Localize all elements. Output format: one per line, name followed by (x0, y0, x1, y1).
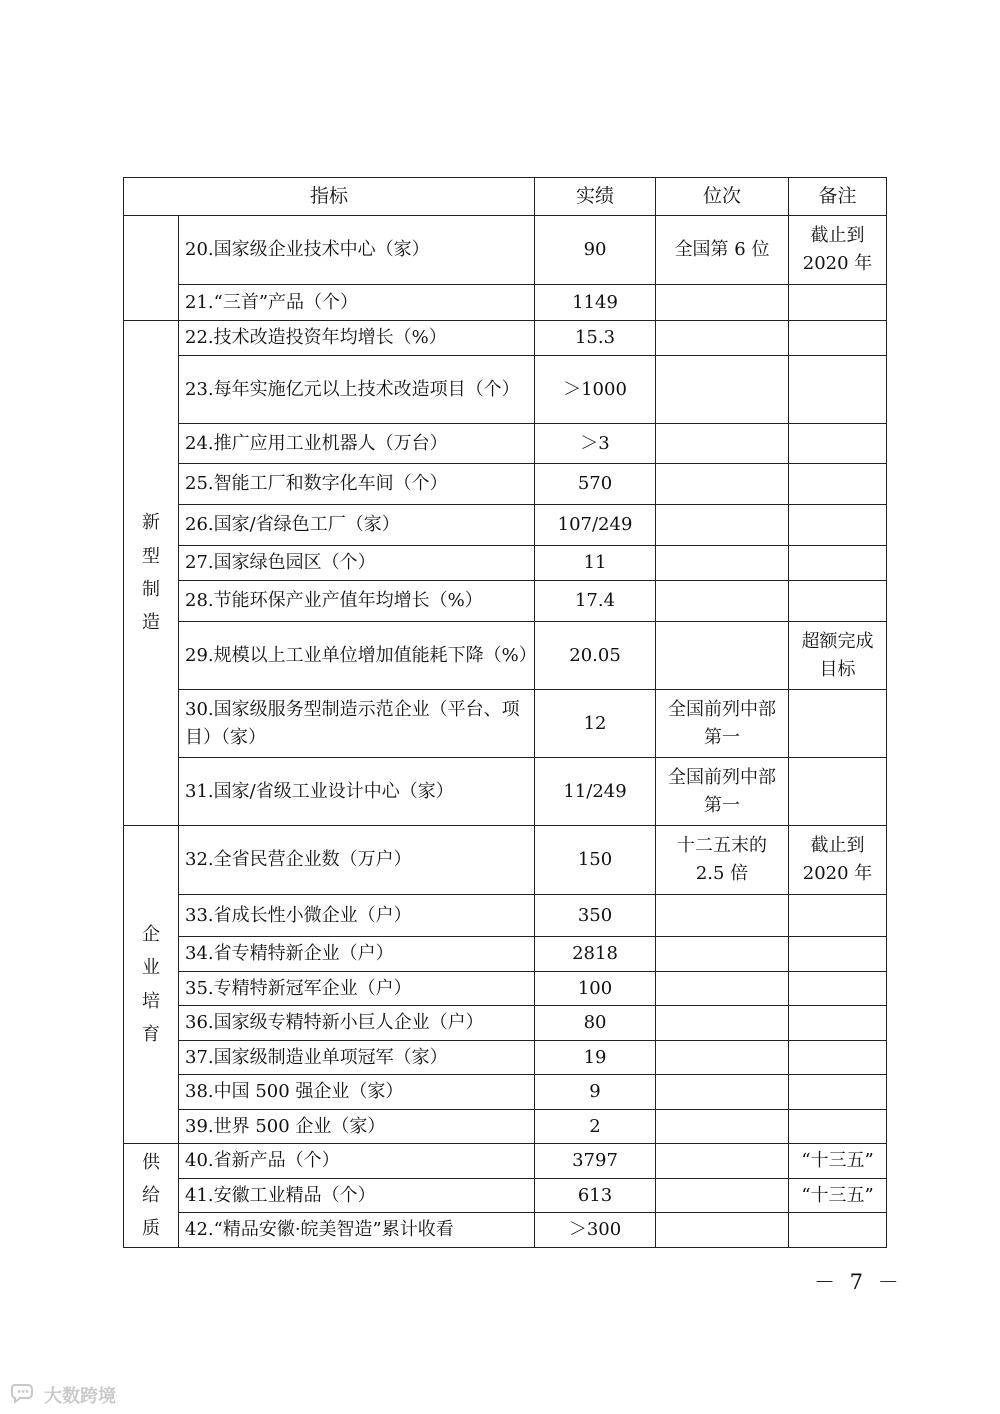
note-cell (789, 581, 887, 622)
table-row (124, 758, 887, 826)
table-row (124, 1110, 887, 1144)
note-cell (789, 972, 887, 1006)
value-cell: 350 (535, 895, 656, 937)
value-cell: 1149 (535, 285, 656, 321)
note-cell: 超额完成目标 (789, 622, 887, 690)
value-cell: 12 (535, 690, 656, 758)
indicator-cell: 32.全省民营企业数（万户） (179, 826, 535, 895)
note-cell (789, 690, 887, 758)
value-cell: 11 (535, 546, 656, 581)
indicator-cell: 33.省成长性小微企业（户） (179, 895, 535, 937)
table-row (124, 546, 887, 581)
note-cell: “十三五” (789, 1144, 887, 1179)
table-row (124, 622, 887, 690)
header-indicator: 指标 (124, 178, 535, 216)
indicator-cell: 39.世界 500 企业（家） (179, 1110, 535, 1144)
value-cell: 19 (535, 1041, 656, 1075)
indicator-cell: 28.节能环保产业产值年均增长（%） (179, 581, 535, 622)
rank-cell (656, 1179, 789, 1213)
rank-cell (656, 937, 789, 972)
value-cell: 20.05 (535, 622, 656, 690)
value-cell: 613 (535, 1179, 656, 1213)
rank-cell (656, 1144, 789, 1179)
indicator-cell: 22.技术改造投资年均增长（%） (179, 321, 535, 356)
rank-cell (656, 1041, 789, 1075)
table-row (124, 895, 887, 937)
header-row (124, 178, 887, 216)
rank-cell (656, 972, 789, 1006)
note-cell: 截止到2020 年 (789, 216, 887, 285)
note-cell (789, 464, 887, 505)
group-cell-1 (124, 216, 179, 321)
table-row (124, 826, 887, 895)
rank-cell (656, 1110, 789, 1144)
rank-cell (656, 546, 789, 581)
rank-cell (656, 464, 789, 505)
group-cell-enterprise-cultivation: 企业培育 (124, 826, 179, 1144)
indicator-cell: 42.“精品安徽·皖美智造”累计收看 (179, 1213, 535, 1248)
value-cell: 570 (535, 464, 656, 505)
indicator-cell: 34.省专精特新企业（户） (179, 937, 535, 972)
rank-cell (656, 622, 789, 690)
rank-cell: 全国前列中部第一 (656, 758, 789, 826)
table-row (124, 937, 887, 972)
table-row (124, 1006, 887, 1041)
note-cell (789, 895, 887, 937)
page-number: － 7 － (814, 1270, 903, 1294)
rank-cell (656, 895, 789, 937)
note-cell (789, 1213, 887, 1248)
indicator-cell: 35.专精特新冠军企业（户） (179, 972, 535, 1006)
indicator-cell: 31.国家/省级工业设计中心（家） (179, 758, 535, 826)
note-cell (789, 424, 887, 464)
watermark-text: 大数跨境 (44, 1385, 116, 1407)
header-value: 实绩 (535, 178, 656, 216)
rank-cell: 全国前列中部第一 (656, 690, 789, 758)
rank-cell: 十二五末的 2.5 倍 (656, 826, 789, 895)
table-row (124, 505, 887, 546)
value-cell: 150 (535, 826, 656, 895)
note-cell (789, 1041, 887, 1075)
rank-cell (656, 505, 789, 546)
indicator-cell: 36.国家级专精特新小巨人企业（户） (179, 1006, 535, 1041)
indicator-cell: 41.安徽工业精品（个） (179, 1179, 535, 1213)
chat-bubble-icon (10, 1381, 44, 1408)
value-cell: ＞3 (535, 424, 656, 464)
table-row (124, 1075, 887, 1110)
table-row (124, 1179, 887, 1213)
indicator-cell: 29.规模以上工业单位增加值能耗下降（%） (179, 622, 535, 690)
table-row (124, 581, 887, 622)
note-cell (789, 546, 887, 581)
value-cell: ＞300 (535, 1213, 656, 1248)
value-cell: ＞1000 (535, 356, 656, 424)
note-cell (789, 1110, 887, 1144)
table-row (124, 464, 887, 505)
group-cell-supply-quality: 供给质 (124, 1144, 179, 1248)
value-cell: 2 (535, 1110, 656, 1144)
rank-cell: 全国第 6 位 (656, 216, 789, 285)
note-cell (789, 356, 887, 424)
value-cell: 3797 (535, 1144, 656, 1179)
indicator-cell: 24.推广应用工业机器人（万台） (179, 424, 535, 464)
table-row (124, 690, 887, 758)
value-cell: 17.4 (535, 581, 656, 622)
note-cell: 截止到2020 年 (789, 826, 887, 895)
group-cell-new-manufacturing: 新型制造 (124, 321, 179, 826)
rank-cell (656, 1075, 789, 1110)
indicator-cell: 20.国家级企业技术中心（家） (179, 216, 535, 285)
rank-cell (656, 424, 789, 464)
table-row (124, 356, 887, 424)
table-row (124, 1041, 887, 1075)
rank-cell (656, 285, 789, 321)
rank-cell (656, 1213, 789, 1248)
note-cell (789, 1006, 887, 1041)
value-cell: 90 (535, 216, 656, 285)
indicator-cell: 37.国家级制造业单项冠军（家） (179, 1041, 535, 1075)
indicator-cell: 21.“三首”产品（个） (179, 285, 535, 321)
note-cell (789, 285, 887, 321)
indicator-cell: 25.智能工厂和数字化车间（个） (179, 464, 535, 505)
note-cell: “十三五” (789, 1179, 887, 1213)
value-cell: 15.3 (535, 321, 656, 356)
value-cell: 80 (535, 1006, 656, 1041)
watermark (10, 1381, 116, 1408)
indicator-cell: 30.国家级服务型制造示范企业（平台、项目）（家） (179, 690, 535, 758)
value-cell: 107/249 (535, 505, 656, 546)
note-cell (789, 321, 887, 356)
indicator-cell: 38.中国 500 强企业（家） (179, 1075, 535, 1110)
table-row (124, 285, 887, 321)
value-cell: 11/249 (535, 758, 656, 826)
note-cell (789, 937, 887, 972)
indicator-cell: 40.省新产品（个） (179, 1144, 535, 1179)
table-row (124, 1213, 887, 1248)
table-row (124, 424, 887, 464)
note-cell (789, 505, 887, 546)
table-row (124, 321, 887, 356)
rank-cell (656, 581, 789, 622)
note-cell (789, 1075, 887, 1110)
value-cell: 2818 (535, 937, 656, 972)
rank-cell (656, 1006, 789, 1041)
table-row (124, 972, 887, 1006)
header-note: 备注 (789, 178, 887, 216)
indicator-cell: 23.每年实施亿元以上技术改造项目（个） (179, 356, 535, 424)
indicator-cell: 26.国家/省绿色工厂（家） (179, 505, 535, 546)
note-cell (789, 758, 887, 826)
indicator-cell: 27.国家绿色园区（个） (179, 546, 535, 581)
table-row (124, 216, 887, 285)
rank-cell (656, 356, 789, 424)
table-row (124, 1144, 887, 1179)
indicators-table (123, 177, 887, 1248)
header-rank: 位次 (656, 178, 789, 216)
value-cell: 9 (535, 1075, 656, 1110)
rank-cell (656, 321, 789, 356)
value-cell: 100 (535, 972, 656, 1006)
